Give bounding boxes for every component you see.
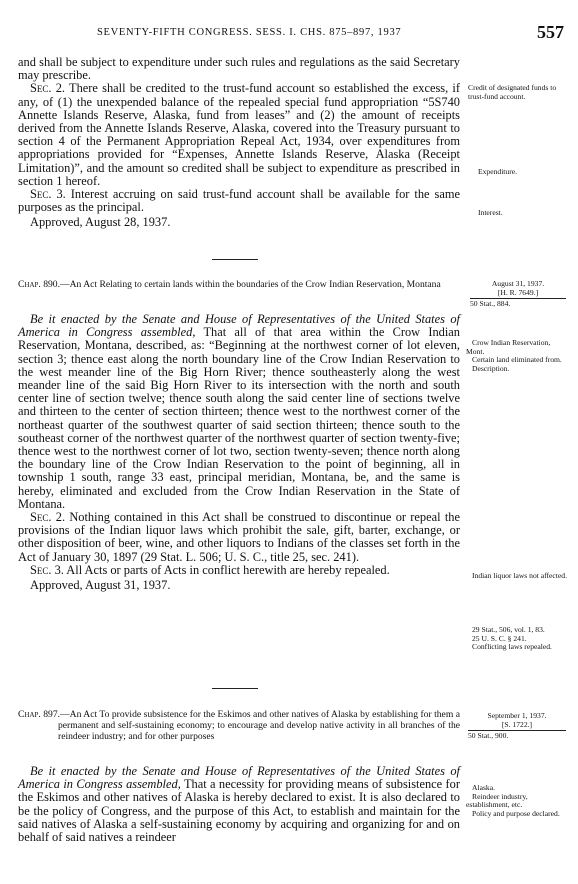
chapter-890-heading [18,279,460,290]
approved-line: Approved, August 31, 1937. [30,578,171,593]
chapter-890-label: Chap. 890. [18,279,60,290]
section-2-text: There shall be credited to the trust-fund account so established the excess, if any, of (1) the unexpended balance of the repealed special fund appropriation “5S740 Annette Islands Reserve, Alaska, fund from leases” and (2) the amount of receipts derived from the Annette Islands Reserve, Alaska, covered into the Treasury pursuant to section 4 of the Permanent Appropriation Repeal Act, 1934, over expenditures from appropriations provided for “Expenses, Annette Islands Reserve, Alaska (Receipt Limitation)”, and the amount so credited shall be subject to expenditure as prescribed in section 1 hereof. [18,81,460,188]
chapter-890-title: —An Act Relating to certain lands within the boundaries of the Crow Indian Reservation, Montana [60,279,441,290]
chapter-897-title: —An Act To provide subsistence for the Eskimos and other natives of Alaska by establishing for them a permanent and self-sustaining economy; to encourage and develop native activity in all branches of the reindeer industry; and for other purposes [58,709,460,742]
section-1-text: That all of that area within the Crow Indian Reservation, Montana, described, as: “Beginning at the northwest corner of lot eleven, section 3; thence east along the north boundary line of the Crow Indian Reservation to the west meander line of the Big Horn River; thence southeasterly along the west meander line of the said Big Horn River to its intersection with the north and south center line of section twelve; thence south along the said center line of sections twelve and thirteen to the center of section thirteen; thence west to the northwest corner of the northeast quarter of the southwest quarter of said section thirteen; thence south to the southeast corner of the northwest quarter of the northwest quarter of section twenty-five; thence west to the northwest corner of lot two, section twenty-seven; thence north along the boundary line of the Crow Indian Reservation to the point of beginning, all in township 1 south, range 33 east, principal meridian, Montana, be, and the same is hereby, eliminated and excluded from the Crow Indian Reservation in the State of Montana. [18,325,460,511]
chapter-897-label: Chap. 897. [18,709,61,720]
chapter-890-section-3 [18,564,460,577]
bill-number: [S. 1722.] [501,719,533,729]
chapter-897-heading [18,709,460,742]
approved-line: Approved, August 28, 1937. [30,215,171,230]
section-divider [212,259,258,260]
running-head-text: SEVENTY-FIFTH CONGRESS. SESS. I. CHS. 875–897, 1937 [97,27,402,38]
margin-note-expenditure: Expenditure. [478,167,518,176]
section-divider [212,688,258,689]
section-2-heading: Sec. 2. [30,510,66,525]
section-1-text: That a necessity for providing means of subsistence for the Eskimos and other natives of Alaska is hereby declared to exist. It is also declared to be the policy of Congress, and the purpose of this Act, to establish and maintain for the said natives of Alaska a self-sustaining economy by acquiring and organizing for and on behalf of said natives a reindeer [18,777,460,845]
chapter-897-body [18,765,460,844]
running-header [0,22,578,44]
chapter-890-section-1 [18,313,460,511]
chapter-897-section-1 [18,765,460,844]
section-3-text: All Acts or parts of Acts in conflict herewith are hereby repealed. [63,562,390,577]
section-2-heading: Sec. 2. [30,81,66,96]
paragraph-continuation: and shall be subject to expenditure under such rules and regulations as the said Secretary may prescribe. [18,55,460,83]
section-2-text: Nothing contained in this Act shall be construed to discontinue or repeal the provisions of the Indian liquor laws which prohibit the sale, gift, barter, exchange, or other disposition of beer, wine, and other liquors to Indians of the classes set forth in the Act of January 30, 1897 (29 Stat. L. 506; U. S. C., title 25, sec. 241). [18,510,460,564]
section-3 [18,188,460,214]
margin-note-chapter-897-citation [468,712,566,741]
bill-number: [H. R. 7649.] [497,287,539,297]
enactment-date: September 1, 1937. [487,711,547,720]
act-continuation [18,56,460,230]
chapter-890-body [18,313,460,592]
statute-citation: 50 Stat., 900. [468,731,509,741]
margin-note-liquor: Indian liquor laws not affected. [472,571,567,580]
section-3-heading: Sec. 3. [30,187,66,202]
page-number: 557 [537,22,564,42]
section-2 [18,82,460,188]
chapter-890-section-2 [18,511,460,564]
enacting-clause: Be it enacted by the Senate and House of Representatives of the United States of America in Congress assembled, [18,312,460,340]
section-3-text: Interest accruing on said trust-fund account shall be available for the same purposes as the principal. [18,187,460,215]
margin-note-citations: 29 Stat., 506, vol. 1, 83. 25 U. S. C. § 241. Conflicting laws repealed. [472,625,552,652]
statute-citation: 50 Stat., 884. [470,299,511,309]
enactment-date: August 31, 1937. [491,279,545,288]
section-3-heading: Sec. 3. [30,562,64,577]
margin-note-alaska: Alaska. Reindeer industry, establishment, etc. Policy and purpose declared. [466,783,560,818]
enacting-clause: Be it enacted by the Senate and House of Representatives of the United States of America in Congress assembled, [18,764,460,792]
margin-note-interest: Interest. [478,208,503,217]
margin-note-credit: Credit of designated funds to trust-fund account. [468,83,557,101]
margin-note-chapter-890-citation [470,280,566,309]
margin-note-crow: Crow Indian Reservation, Mont. Certain land eliminated from. Description. [466,338,562,373]
